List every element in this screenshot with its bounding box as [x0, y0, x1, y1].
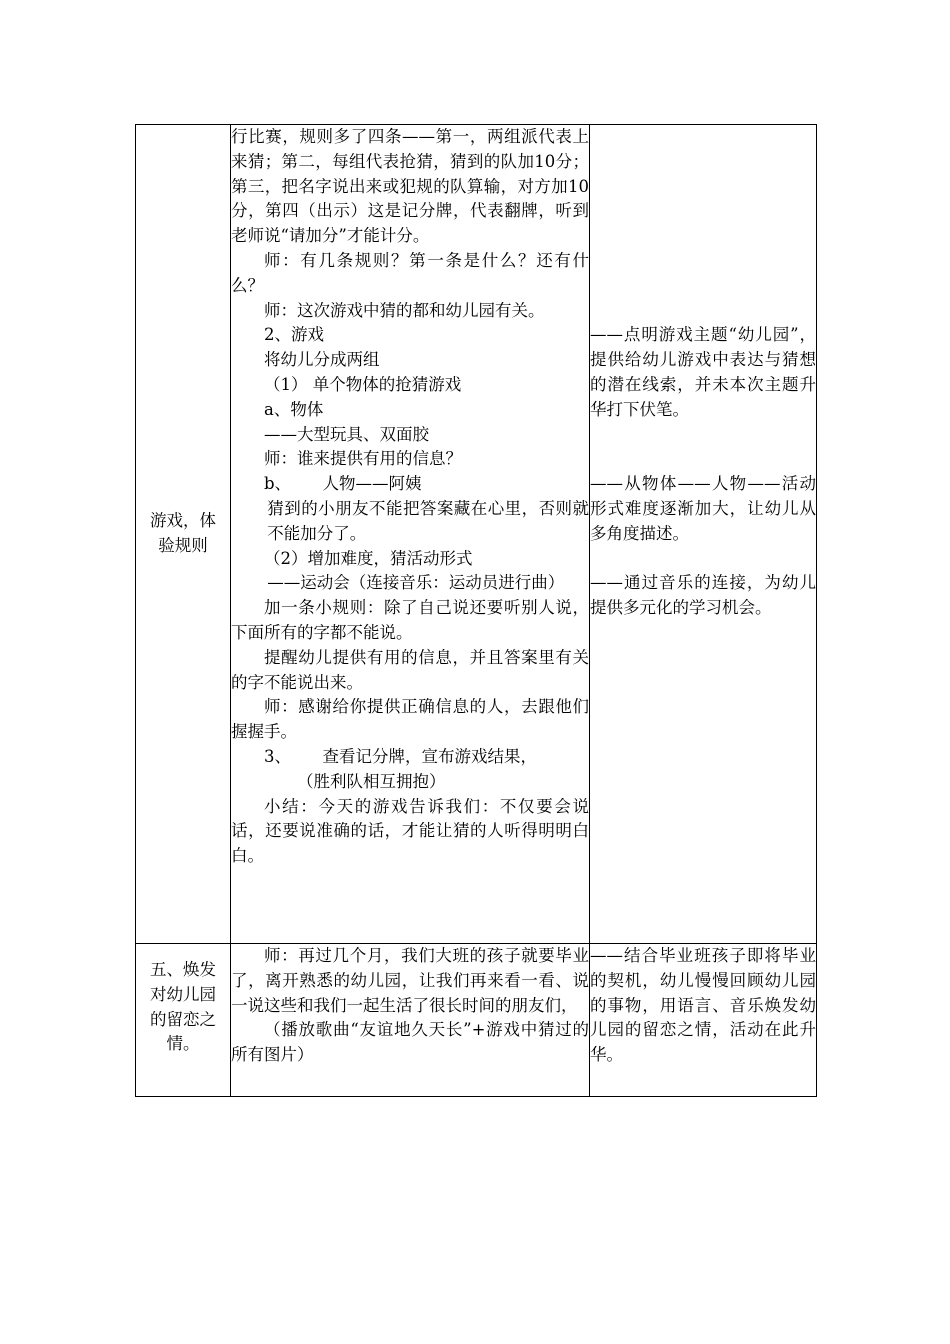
content-paragraph: 师：有几条规则？第一条是什么？还有什么？: [231, 250, 589, 295]
content-cell: [231, 125, 590, 944]
stage-line: 验规则: [158, 536, 208, 555]
note-paragraph: ——从物体——人物——活动形式难度逐渐加大，让幼儿从多角度描述。: [590, 474, 816, 543]
content-paragraph: b、 人物——阿姨: [264, 474, 422, 494]
stage-cell: [136, 125, 231, 944]
stage-line: 情。: [166, 1034, 200, 1054]
note-paragraph: ——结合毕业班孩子即将毕业的契机，幼儿慢慢回顾幼儿园的事物，用语言、音乐焕发幼儿园的留恋之情，活动在此升华。: [590, 946, 816, 1065]
content-paragraph: 猜到的小朋友不能把答案藏在心里，否则就不能加分了。: [267, 498, 589, 543]
table-row: [136, 125, 817, 944]
stage-line: 的留恋之: [150, 1009, 216, 1029]
content-paragraph: 行比赛，规则多了四条——第一，两组派代表上来猜；第二，每组代表抢猜，猜到的队加10分；第三，把名字说出来或犯规的队算输，对方加10分，第四（出示）这是记分牌，代表翻牌，听到老师说“请加分”才能计分。: [231, 127, 589, 246]
content-paragraph: 师：再过几个月，我们大班的孩子就要毕业了，离开熟悉的幼儿园，让我们再来看一看、说一说这些和我们一起生活了很长时间的朋友们，: [231, 946, 589, 1015]
content-cell: [231, 944, 590, 1097]
note-cell: [590, 944, 817, 1097]
stage-cell: [136, 944, 231, 1097]
content-paragraph: 2、游戏: [264, 325, 324, 345]
content-paragraph: 将幼儿分成两组: [264, 350, 380, 370]
stage-line: 五、焕发: [150, 960, 216, 979]
content-paragraph: （2）增加难度，猜活动形式: [264, 548, 473, 568]
content-paragraph: 师：谁来提供有用的信息？: [264, 449, 462, 469]
content-paragraph: （播放歌曲“友谊地久天长”+游戏中猜过的所有图片）: [231, 1020, 589, 1065]
stage-line: 对幼儿园: [150, 984, 216, 1004]
content-paragraph: 小结：今天的游戏告诉我们：不仅要会说话，还要说准确的话，才能让猜的人听得明明白白。: [231, 796, 589, 866]
content-paragraph: 师：这次游戏中猜的都和幼儿园有关。: [264, 300, 545, 320]
content-paragraph: 师：感谢给你提供正确信息的人，去跟他们握握手。: [231, 697, 589, 742]
content-paragraph: （1） 单个物体的抢猜游戏: [264, 374, 462, 394]
note-paragraph: ——点明游戏主题“幼儿园”，提供给幼儿游戏中表达与猜想的潜在线索，并未本次主题升华打下伏笔。: [590, 325, 816, 419]
table-row: [136, 944, 817, 1097]
content-paragraph: 加一条小规则：除了自己说还要听别人说，下面所有的字都不能说。: [231, 598, 589, 642]
stage-line: 游戏，体: [150, 511, 216, 531]
lesson-plan-table: [135, 124, 817, 1097]
content-paragraph: 3、 查看记分牌，宣布游戏结果，: [264, 746, 537, 766]
content-paragraph: 提醒幼儿提供有用的信息，并且答案里有关的字不能说出来。: [231, 647, 589, 692]
content-paragraph: ——运动会（连接音乐：运动员进行曲）: [267, 573, 565, 593]
content-paragraph: ——大型玩具、双面胶: [264, 424, 429, 444]
note-cell: [590, 125, 817, 944]
content-paragraph: （胜利队相互拥抱）: [297, 771, 446, 791]
content-paragraph: a、物体: [264, 399, 324, 419]
note-paragraph: ——通过音乐的连接，为幼儿提供多元化的学习机会。: [590, 573, 816, 618]
